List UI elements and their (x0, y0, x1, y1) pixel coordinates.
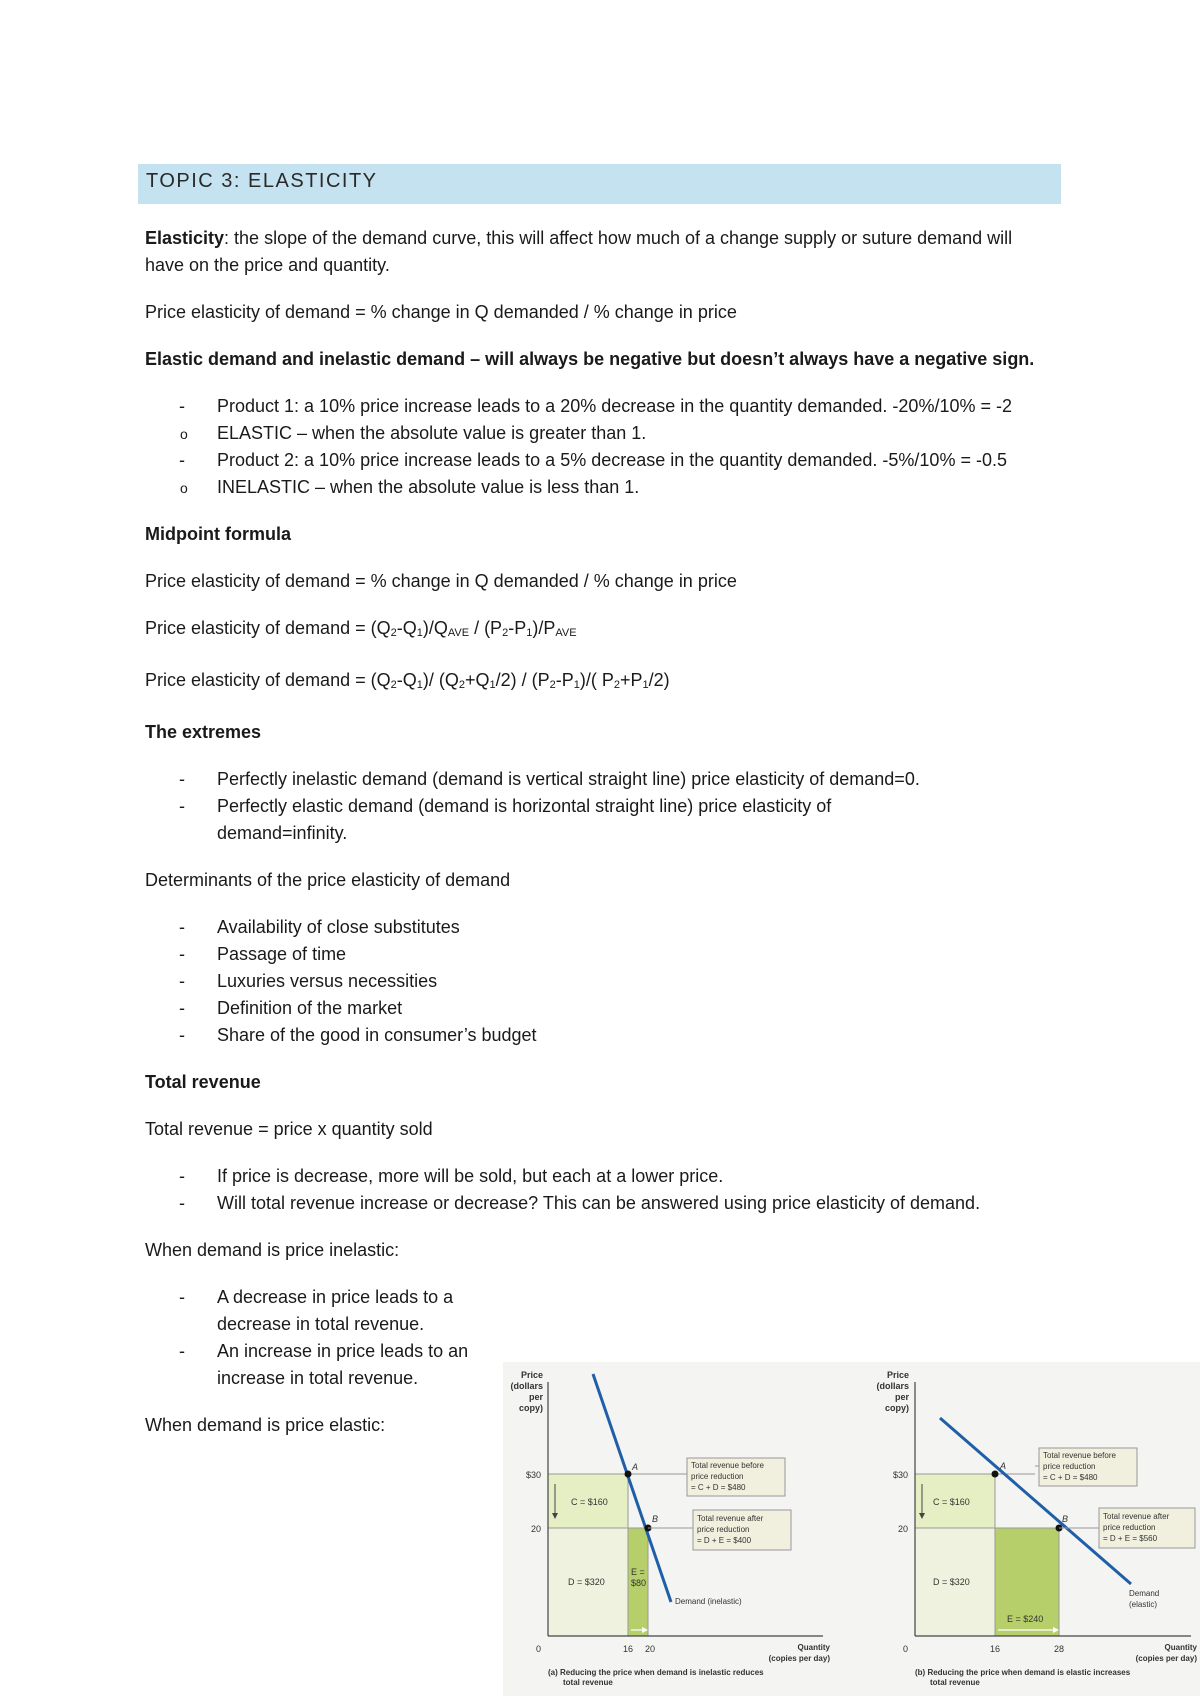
formula-prefix: Price elasticity of demand = (145, 618, 371, 638)
area-d-label: D = $320 (933, 1577, 970, 1587)
box-line: = C + D = $480 (1043, 1473, 1098, 1482)
ped-formula: Price elasticity of demand = % change in Q demanded / % change in price (145, 302, 737, 322)
caption-line: (b) Reducing the price when demand is elastic increases (915, 1668, 1131, 1677)
ylabel-line: (dollars (876, 1381, 909, 1391)
box-line: price reduction (691, 1472, 744, 1481)
product-2-text: Product 2: a 10% price increase leads to a 5% decrease in the quantity demanded. -5%/10% = -0.5 (217, 450, 1007, 470)
list-item: - Share of the good in consumer’s budget (145, 1022, 1055, 1049)
caption-line: total revenue (930, 1678, 980, 1687)
ylabel-line: per (894, 1392, 909, 1402)
demand-curve-label: Demand (1129, 1589, 1160, 1598)
box-line: = D + E = $560 (1103, 1534, 1158, 1543)
product-1-text: Product 1: a 10% price increase leads to a 20% decrease in the quantity demanded. -20%/10% = -2 (217, 396, 1012, 416)
formula-prefix: Price elasticity of demand = (145, 670, 371, 690)
box-line: = C + D = $480 (691, 1483, 746, 1492)
panel-a (510, 1370, 830, 1687)
demand-curve-label: (elastic) (1129, 1600, 1158, 1609)
list-item: - Luxuries versus necessities (145, 968, 1055, 995)
caption-line: total revenue (563, 1678, 613, 1687)
total-revenue-figure (503, 1362, 1200, 1696)
revenue-heading: Total revenue (145, 1072, 261, 1092)
revenue-list (145, 1163, 1055, 1217)
point-b-label: B (652, 1514, 659, 1524)
x-tick: 28 (1053, 1644, 1065, 1654)
elasticity-term: Elasticity (145, 228, 225, 248)
ylabel-line: (dollars (510, 1381, 543, 1391)
box-line: = D + E = $400 (697, 1536, 752, 1545)
list-item: - An increase in price leads to an increase in total revenue. (145, 1338, 490, 1392)
point-a-label: A (632, 1462, 639, 1472)
extremes-heading: The extremes (145, 722, 262, 742)
topic-heading: TOPIC 3: ELASTICITY (138, 164, 1061, 204)
area-e-label: E = (631, 1567, 645, 1577)
panel-b (876, 1370, 1197, 1687)
sub-list (145, 474, 1055, 501)
area-e-label: $80 (631, 1578, 647, 1588)
point-a (992, 1471, 999, 1478)
list-item: - A decrease in price leads to a decrease in total revenue. (145, 1284, 490, 1338)
elastic-inelastic-heading: Elastic demand and inelastic demand – will always be negative but doesn’t always have a negative sign. (145, 349, 1035, 369)
area-c-label: C = $160 (571, 1497, 608, 1507)
list-item: - Definition of the market (145, 995, 1055, 1022)
determinants-title: Determinants of the price elasticity of demand (145, 870, 511, 890)
point-a-label: A (1000, 1461, 1007, 1471)
list-item: - Perfectly inelastic demand (demand is vertical straight line) price elasticity of demand=0. (145, 766, 1055, 793)
box-line: Total revenue before (1043, 1451, 1116, 1460)
elastic-title: When demand is price elastic: (145, 1415, 386, 1435)
y-tick: 20 (530, 1524, 541, 1534)
y-tick: $30 (892, 1470, 908, 1480)
revenue-formula: Total revenue = price x quantity sold (145, 1119, 433, 1139)
document-body (145, 225, 1055, 1459)
demand-curve-label: Demand (inelastic) (675, 1597, 742, 1606)
caption-line: (a) Reducing the price when demand is inelastic reduces (548, 1668, 764, 1677)
list-item: - Will total revenue increase or decrease? This can be answered using price elasticity of demand. (145, 1190, 1055, 1217)
y-tick: $30 (525, 1470, 541, 1480)
sub-list (145, 420, 1055, 447)
midpoint-heading: Midpoint formula (145, 524, 291, 544)
ylabel-line: Price (520, 1370, 543, 1380)
list-item: - Perfectly elastic demand (demand is horizontal straight line) price elasticity of demand=infinity. (145, 793, 1055, 847)
box-line: Total revenue before (691, 1461, 764, 1470)
list-item: o ELASTIC – when the absolute value is greater than 1. (145, 420, 1055, 447)
box-line: price reduction (1103, 1523, 1156, 1532)
list-item: - Passage of time (145, 941, 1055, 968)
area-c-label: C = $160 (933, 1497, 970, 1507)
ylabel-line: copy) (884, 1403, 909, 1413)
elasticity-definition (145, 225, 1055, 279)
ylabel-line: per (528, 1392, 543, 1402)
point-a (625, 1471, 632, 1478)
y-tick: 0 (535, 1644, 541, 1654)
box-line: price reduction (1043, 1462, 1096, 1471)
xlabel-line: (copies per day) (1135, 1654, 1197, 1663)
xlabel-line: Quantity (797, 1643, 830, 1652)
box-line: Total revenue after (697, 1514, 764, 1523)
point-b-label: B (1062, 1514, 1069, 1524)
area-e-label: E = $240 (1007, 1614, 1044, 1624)
xlabel-line: (copies per day) (768, 1654, 830, 1663)
list-item (145, 393, 1055, 447)
ylabel-line: copy) (518, 1403, 543, 1413)
midpoint-formula-2: Price elasticity of demand = $(Q_2-Q_1)/Q_{AVE} / (P_2-P_1)/P_{AVE}$ (145, 618, 577, 639)
product-list (145, 393, 1055, 501)
x-tick: 16 (989, 1644, 1001, 1654)
list-item: - If price is decrease, more will be sold, but each at a lower price. (145, 1163, 1055, 1190)
y-tick: 20 (897, 1524, 908, 1534)
elasticity-text: : the slope of the demand curve, this will affect how much of a change supply or suture demand will have on the price and quantity. (145, 228, 1013, 275)
y-tick: 0 (902, 1644, 908, 1654)
revenue-diagram (503, 1362, 1200, 1696)
determinants-list (145, 914, 1055, 1049)
inelastic-title: When demand is price inelastic: (145, 1240, 400, 1260)
list-item (145, 447, 1055, 501)
box-line: Total revenue after (1103, 1512, 1170, 1521)
extremes-list (145, 766, 1055, 847)
box-line: price reduction (697, 1525, 750, 1534)
midpoint-formula-3: Price elasticity of demand = $(Q_2-Q_1)/$ $(Q_2+Q_1/2) / (P_2-P_1)/$( $P_2+P_1/2$) (145, 670, 670, 691)
list-item: - Availability of close substitutes (145, 914, 1055, 941)
midpoint-formula-1: Price elasticity of demand = % change in Q demanded / % change in price (145, 571, 737, 591)
list-item: o INELASTIC – when the absolute value is less than 1. (145, 474, 1055, 501)
ylabel-line: Price (886, 1370, 909, 1380)
x-tick: 16 (622, 1644, 634, 1654)
x-tick: 20 (644, 1644, 656, 1654)
xlabel-line: Quantity (1164, 1643, 1197, 1652)
area-d-label: D = $320 (568, 1577, 605, 1587)
